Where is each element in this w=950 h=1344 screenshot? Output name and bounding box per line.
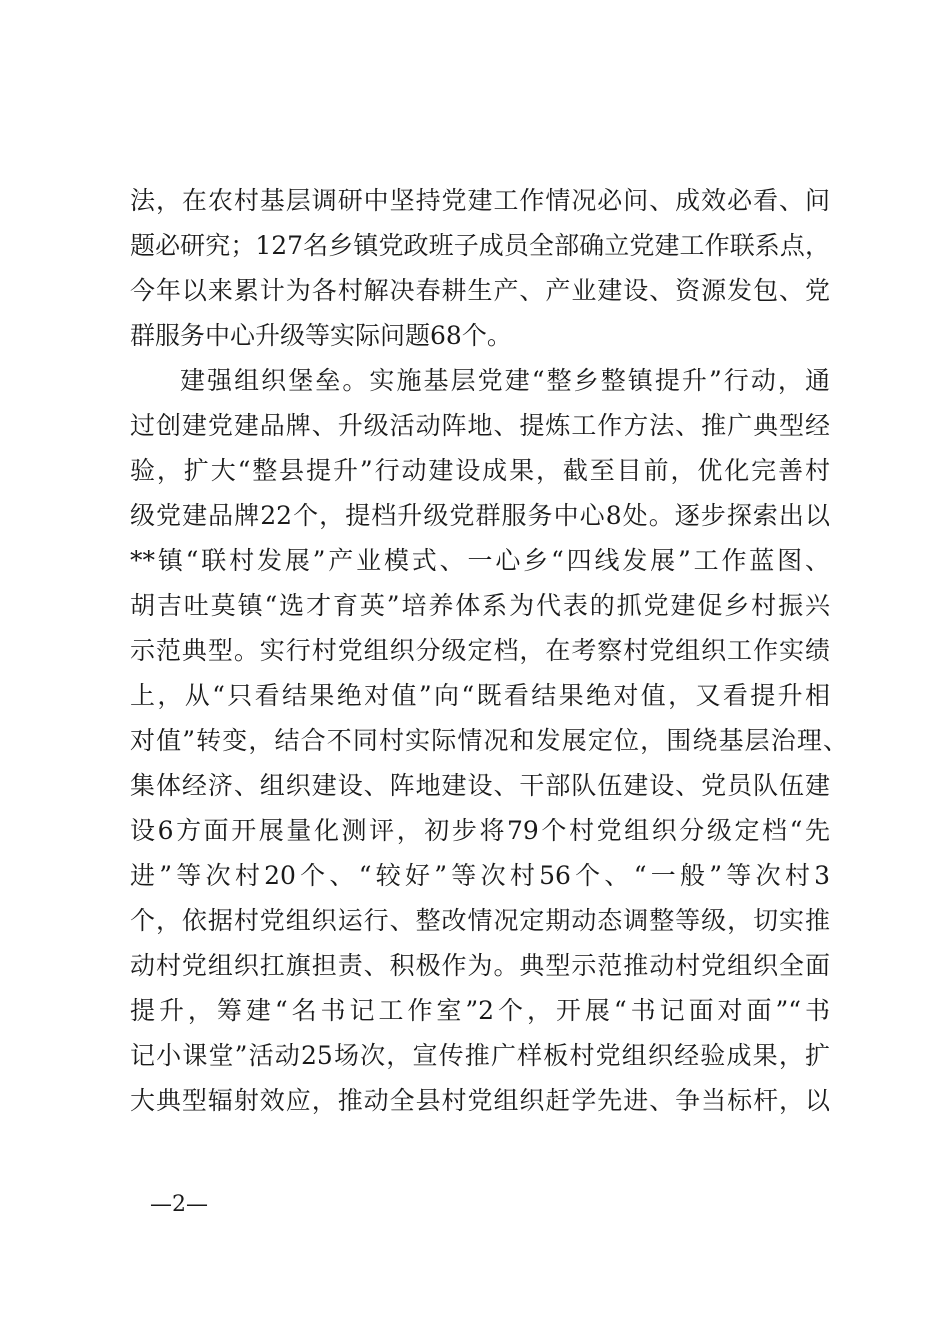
- page-number: —2—: [150, 1192, 208, 1217]
- text-line: 上，从“只看结果绝对值”向“既看结果绝对值，又看提升相: [130, 681, 830, 710]
- text-line: 个，依据村党组织运行、整改情况定期动态调整等级，切实推: [130, 906, 830, 935]
- text-line: 题必研究；127名乡镇党政班子成员全部确立党建工作联系点，: [130, 231, 830, 260]
- paragraph-heading-line: 建强组织堡垒。实施基层党建“整乡整镇提升”行动，通: [180, 366, 830, 395]
- text-line: 群服务中心升级等实际问题68个。: [130, 321, 512, 350]
- text-line: 验，扩大“整县提升”行动建设成果，截至目前，优化完善村: [130, 456, 830, 485]
- text-line: 过创建党建品牌、升级活动阵地、提炼工作方法、推广典型经: [130, 411, 830, 440]
- text-line: 集体经济、组织建设、阵地建设、干部队伍建设、党员队伍建: [130, 771, 830, 800]
- text-line: 动村党组织扛旗担责、积极作为。典型示范推动村党组织全面: [130, 951, 830, 980]
- text-line: 记小课堂”活动25场次，宣传推广样板村党组织经验成果，扩: [130, 1041, 830, 1070]
- text-line: 今年以来累计为各村解决春耕生产、产业建设、资源发包、党: [130, 276, 830, 305]
- text-line: 法，在农村基层调研中坚持党建工作情况必问、成效必看、问: [130, 186, 830, 215]
- text-line: 对值”转变，结合不同村实际情况和发展定位，围绕基层治理、: [130, 726, 848, 755]
- text-line: 胡吉吐莫镇“选才育英”培养体系为代表的抓党建促乡村振兴: [130, 591, 830, 620]
- text-line: 设6方面开展量化测评，初步将79个村党组织分级定档“先: [130, 816, 830, 845]
- text-line: **镇“联村发展”产业模式、一心乡“四线发展”工作蓝图、: [130, 546, 830, 575]
- text-line: 进”等次村20个、“较好”等次村56个、“一般”等次村3: [130, 861, 830, 890]
- text-line: 级党建品牌22个，提档升级党群服务中心8处。逐步探索出以: [130, 501, 830, 530]
- text-line: 示范典型。实行村党组织分级定档，在考察村党组织工作实绩: [130, 636, 830, 665]
- text-line: 大典型辐射效应，推动全县村党组织赶学先进、争当标杆，以: [130, 1086, 830, 1115]
- text-line: 提升，筹建“名书记工作室”2个，开展“书记面对面”“书: [130, 996, 830, 1025]
